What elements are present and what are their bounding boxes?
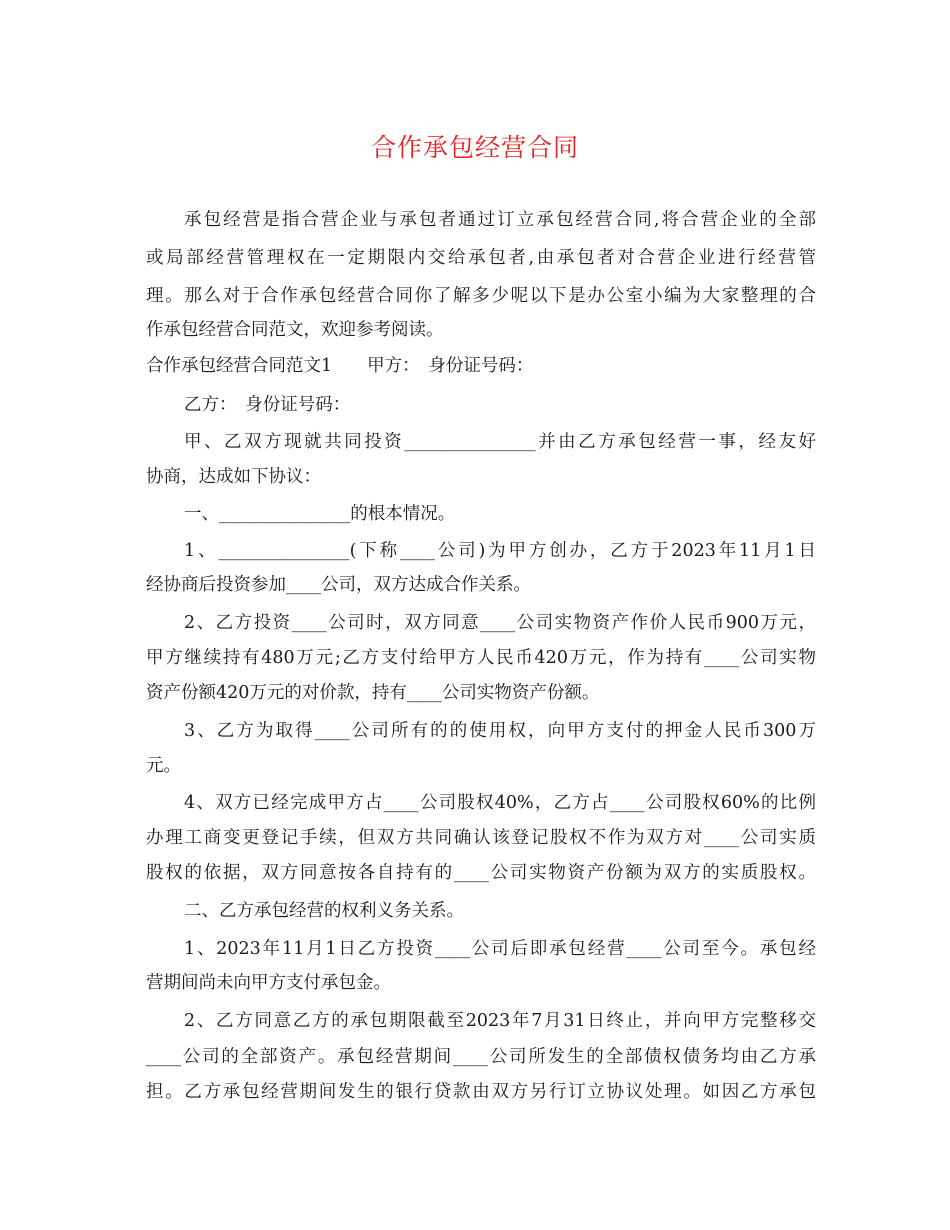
paragraph-line: 或局部经营管理权在一定期限内交给承包者,由承包者对合营企业进行经营管 (146, 248, 816, 268)
paragraph-line: 1、_______________(下称____公司)为甲方创办，乙方于2023年11月1日 (184, 541, 816, 561)
paragraph-line: 甲方继续持有480万元;乙方支付给甲方人民币420万元，作为持有____公司实物 (146, 648, 816, 668)
document-title: 合作承包经营合同 (370, 133, 579, 162)
paragraph-line: 经协商后投资参加____公司，双方达成合作关系。 (146, 575, 531, 595)
paragraph-line: 股权的依据，双方同意按各自持有的____公司实物资产份额为双方的实质股权。 (146, 863, 816, 883)
paragraph-line: 理。那么对于合作承包经营合同你了解多少呢以下是办公室小编为大家整理的合 (146, 286, 816, 306)
paragraph-line: 4、双方已经完成甲方占____公司股权40%，乙方占____公司股权60%的比例 (184, 793, 816, 813)
paragraph-line: 2、乙方投资____公司时，双方同意____公司实物资产作价人民币900万元， (184, 613, 816, 633)
paragraph-line: 协商，达成如下协议： (146, 467, 321, 487)
paragraph-line: ____公司的全部资产。承包经营期间____公司所发生的全部债权债务均由乙方承 (146, 1047, 816, 1067)
paragraph-line: 1、2023年11月1日乙方投资____公司后即承包经营____公司至今。承包经 (184, 939, 816, 959)
paragraph-line: 资产份额420万元的对价款，持有____公司实物资产份额。 (146, 683, 600, 703)
paragraph-line: 3、乙方为取得____公司所有的的使用权，向甲方支付的押金人民币300万 (184, 721, 816, 741)
paragraph-line: 2、乙方同意乙方的承包期限截至2023年7月31日终止，并向甲方完整移交 (184, 1011, 816, 1031)
section-heading: 二、乙方承包经营的权利义务关系。 (184, 901, 464, 921)
paragraph-line: 甲、乙双方现就共同投资_______________并由乙方承包经营一事，经友好 (184, 432, 816, 452)
paragraph-line: 作承包经营合同范文，欢迎参考阅读。 (146, 320, 444, 340)
party-b-line: 乙方： 身份证号码： (184, 395, 351, 415)
paragraph-line: 元。 (146, 756, 181, 776)
paragraph-line: 承包经营是指合营企业与承包者通过订立承包经营合同,将合营企业的全部 (184, 210, 816, 230)
paragraph-line: 办理工商变更登记手续，但双方共同确认该登记股权不作为双方对____公司实质 (146, 828, 816, 848)
paragraph-line: 担。乙方承包经营期间发生的银行贷款由双方另行订立协议处理。如因乙方承包 (146, 1082, 816, 1102)
section-heading: 一、_______________的根本情况。 (184, 504, 456, 524)
contract-heading-line: 合作承包经营合同范文1 甲方： 身份证号码： (146, 356, 534, 376)
paragraph-line: 营期间尚未向甲方支付承包金。 (146, 973, 391, 993)
